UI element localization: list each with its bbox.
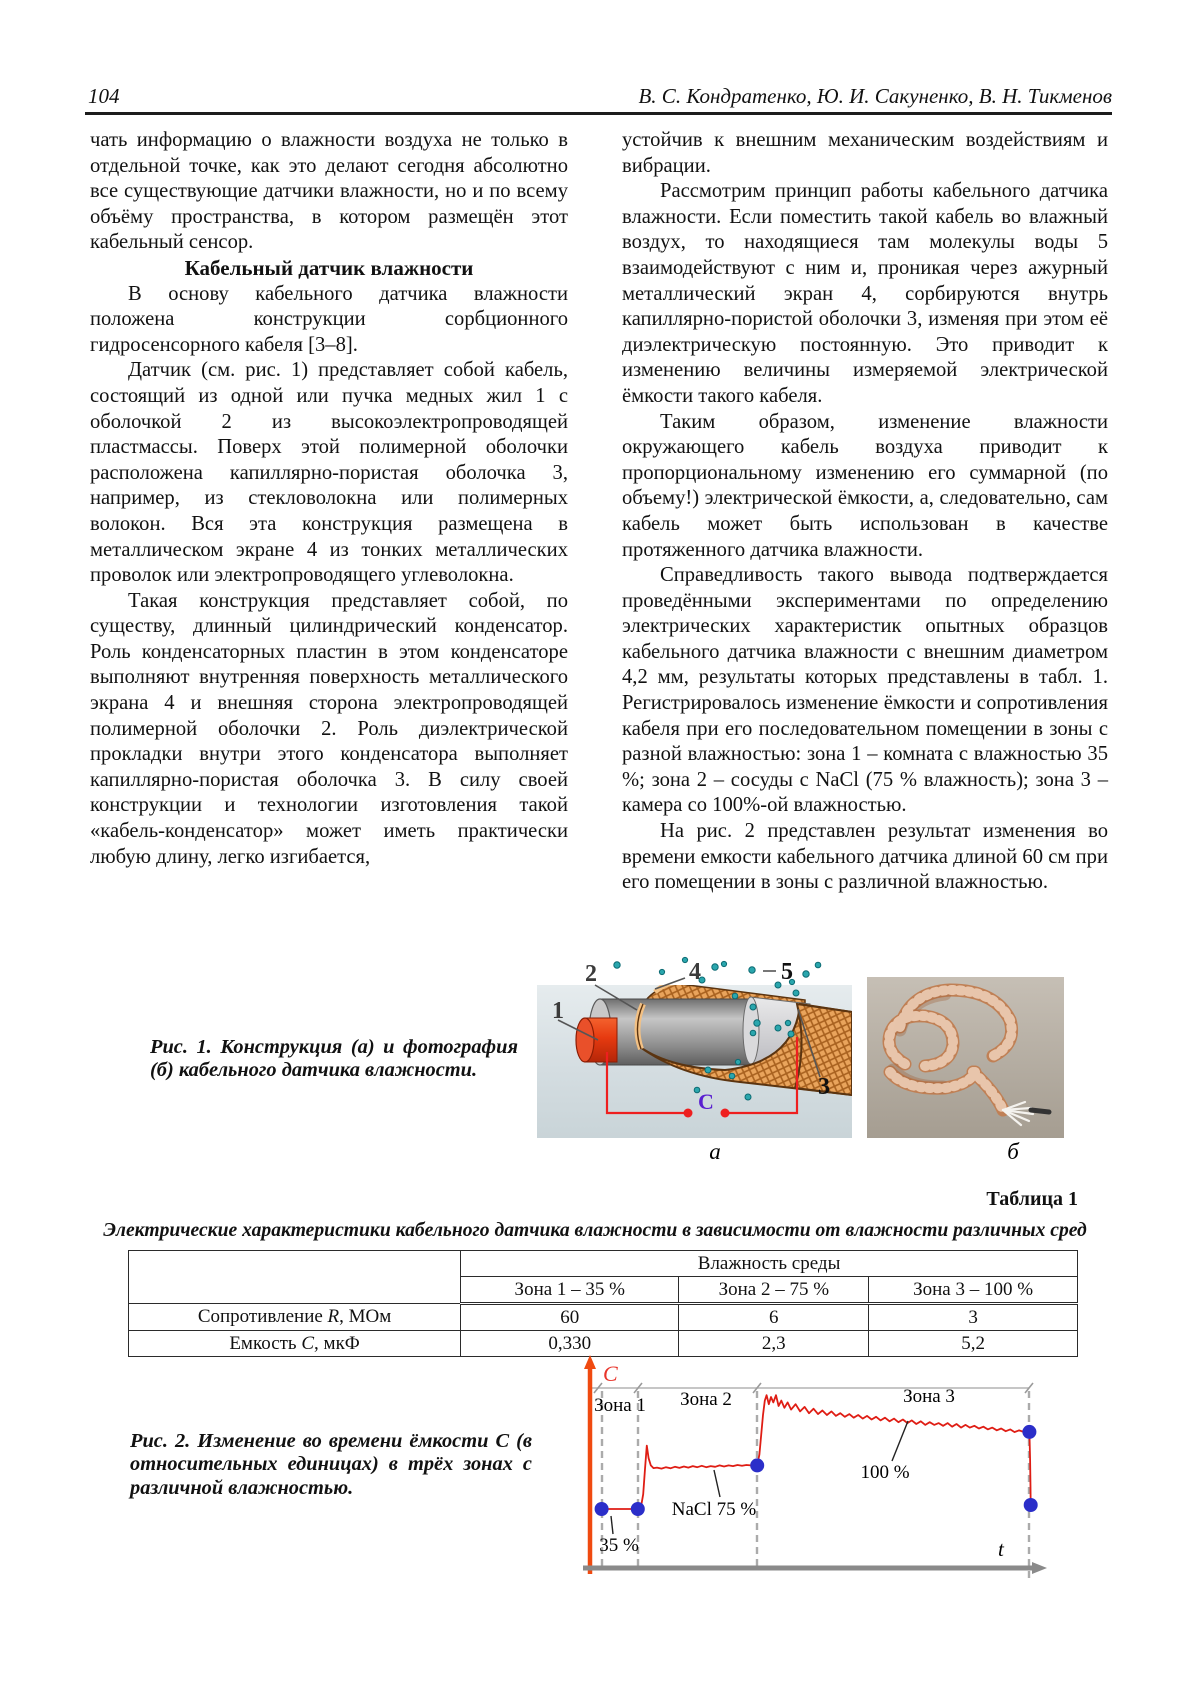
page-number: 104 (88, 84, 120, 108)
authors-line: В. С. Кондратенко, Ю. И. Сакуненко, В. Н. Тикменов (638, 84, 1112, 108)
paragraph: Такая конструкция представляет собой, по существу, длинный цилиндрический конденсатор. Роль конденсаторных пластин в этом конденсаторе выполняют внутренняя поверхность металлического экрана 4 и внешняя сторона электропроводящей полимерной оболочки 2. Роль диэлектрической прокладки внутри этого конденсатора выполняет капиллярно-пористая оболочка 3. В силу своей конструкции и технологии изготовления такой «кабель-конденсатор» может иметь практически любую длину, легко изгибается, (90, 589, 568, 868)
paragraph: Таким образом, изменение влажности окружающего кабель воздуха приводит к пропорциональному изменению его суммарной (по объему!) электрической ёмкости, а, следовательно, сам кабель может быть использован в качестве протяженного датчика влажности. (622, 410, 1108, 561)
fig2-markers (595, 1425, 1038, 1516)
zone-column-header: Зона 3 – 100 % (869, 1277, 1078, 1304)
zone-dashed-lines (602, 1391, 1029, 1579)
fig1-label-3: 3 (818, 1074, 830, 1100)
row-header-cell: Емкость С, мкФ (129, 1331, 461, 1357)
figure2-capacitance-chart (540, 1345, 1070, 1595)
zone3-label: Зона 3 (903, 1386, 955, 1407)
fig1-label-1: 1 (552, 998, 564, 1024)
ann-100-leader (892, 1421, 908, 1461)
paragraph: чать информацию о влажности воздуха не только в отдельной точке, как это делают сегодня абсолютно все существующие датчики влажности, но и по всему объёму пространства, в котором размещён этот кабельный сенсор. (90, 129, 568, 254)
row-header-cell: Сопротивление R, МОм (129, 1304, 461, 1331)
circuit-node (684, 1109, 693, 1118)
zone-column-header: Зона 1 – 35 % (461, 1277, 679, 1304)
fig1-label-5: 5 (781, 959, 793, 985)
table-row (129, 1251, 1078, 1277)
zone-transition-marker (1024, 1498, 1038, 1512)
ann-35-leader (611, 1516, 613, 1534)
ann-nacl-leader (714, 1470, 720, 1497)
capacitance-symbol: C (698, 1089, 714, 1114)
value-cell: 6 (679, 1304, 869, 1331)
value-cell: 0,330 (461, 1331, 679, 1357)
ann-35-label: 35 % (599, 1535, 639, 1556)
value-cell: 60 (461, 1304, 679, 1331)
paragraph: Датчик (см. рис. 1) представляет собой кабель, состоящий из одной или пучка медных жил 1 с оболочкой 2 из высокоэлектропроводящей пластмассы. Поверх этой полимерной оболочки расположена капиллярно-пористая оболочка 3, например, из стекловолокна или полимерных волокон. Вся эта конструкция размещена в металлическом экране 4 из тонких металлических проволок или электропроводящего углеволокна. (90, 359, 568, 587)
group-header-cell: Влажность среды (461, 1251, 1078, 1277)
paragraph: На рис. 2 представлен результат изменения во времени емкости кабельного датчика длиной 60 см при его помещении в зоны с различной влажностью. (622, 820, 1108, 894)
zone1-label: Зона 1 (594, 1395, 646, 1416)
ann-nacl-label: NaCl 75 % (671, 1499, 757, 1520)
x-axis-label: t (998, 1537, 1004, 1561)
left-column (90, 128, 568, 870)
fig1-label-4: 4 (689, 959, 701, 985)
x-axis-arrow (1032, 1562, 1047, 1574)
table1-title: Таблица 1 (986, 1188, 1078, 1210)
fig1-panel-a-letter: а (709, 1139, 721, 1164)
value-cell: 5,2 (869, 1331, 1078, 1357)
zone-transition-marker (1022, 1425, 1036, 1439)
paragraph: устойчив к внешним механическим воздействиям и вибрации. (622, 129, 1108, 177)
y-axis-label: C (603, 1361, 618, 1386)
header-rule (85, 112, 1112, 115)
figure1-caption: Рис. 1. Конструкция (а) и фотография (б) кабельного датчика влажности. (150, 1036, 518, 1082)
value-cell: 3 (869, 1304, 1078, 1331)
section-heading: Кабельный датчик влажности (184, 255, 474, 280)
figure1-cable-sensor (505, 952, 1070, 1170)
paragraph: В основу кабельного датчика влажности положена конструкции сорбционного гидросенсорного кабеля [3–8]. (90, 282, 568, 356)
empty-corner-cell (129, 1251, 461, 1304)
fig1-photo-panel (867, 977, 1064, 1138)
paragraph: Справедливость такого вывода подтверждается проведёнными экспериментами по определению электрических характеристик опытных образцов кабельного датчика влажности с внешним диаметром 4,2 мм, результаты которых представлены в табл. 1. Регистрировалось изменение ёмкости и сопротивления кабеля при его последовательном помещении в зоны с разной влажностью: зона 1 – комната с влажностью 35 %; зона 2 – сосуды с NaCl (75 % влажность); зона 3 – камера со 100%-ой влажностью. (622, 564, 1108, 817)
table1 (128, 1250, 1078, 1357)
zone-transition-marker (750, 1458, 764, 1472)
fig1-panel-b-letter: б (1007, 1139, 1019, 1164)
fig2-curve (602, 1395, 1031, 1509)
zone-transition-marker (631, 1502, 645, 1516)
table1-caption: Электрические характеристики кабельного датчика влажности в зависимости от влажности различных сред (103, 1220, 1087, 1241)
figure2-caption: Рис. 2. Изменение во времени ёмкости С (в относительных единицах) в трёх зонах с различной влажностью. (130, 1430, 532, 1499)
table-row (129, 1304, 1078, 1331)
zone2-label: Зона 2 (680, 1389, 732, 1410)
zone-column-header: Зона 2 – 75 % (679, 1277, 869, 1304)
paragraph: Рассмотрим принцип работы кабельного датчика влажности. Если поместить такой кабель во влажный воздух, то находящиеся там молекулы воды 5 взаимодействуют с ним и, проникая через ажурный металлический экран 4, сорбируются внутрь капиллярно-пористой оболочки 3, изменяя при этом её диэлектрическую постоянную. Это приводит к изменению величины измеряемой электрической ёмкости такого кабеля. (622, 180, 1108, 407)
ann-100-label: 100 % (860, 1462, 910, 1483)
zone-transition-marker (595, 1502, 609, 1516)
right-column (622, 128, 1108, 896)
y-axis-arrow (584, 1355, 596, 1369)
value-cell: 2,3 (679, 1331, 869, 1357)
circuit-node (721, 1109, 730, 1118)
fig1-label-2: 2 (585, 961, 597, 987)
